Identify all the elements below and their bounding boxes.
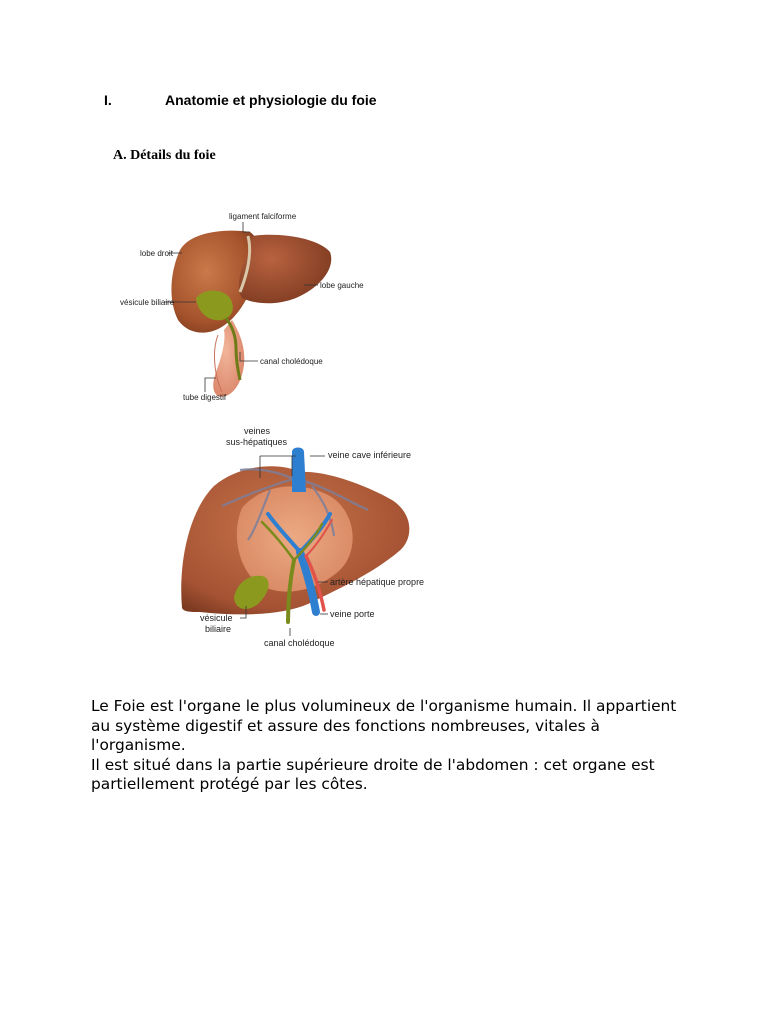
page-title: Anatomie et physiologie du foie — [165, 92, 377, 108]
paragraph-line: Le Foie est l'organe le plus volumineux de l'organisme humain. Il appartient — [91, 697, 677, 715]
paragraph-line: Il est situé dans la partie supérieure droite de l'abdomen : cet organe est — [91, 755, 655, 774]
body-paragraph — [91, 697, 691, 795]
label-canal-choledoque-2: canal cholédoque — [264, 638, 335, 648]
label-veine-porte: veine porte — [330, 609, 375, 619]
label-tube-digestif: tube digestif — [183, 393, 227, 402]
label-lobe-droit: lobe droit — [140, 249, 173, 258]
label-artere: artère hépatique propre — [330, 577, 425, 587]
section-subheading: A. Détails du foie — [113, 148, 216, 163]
label-veine-cave: veine cave inférieure — [328, 450, 412, 460]
label-canal-choledoque: canal cholédoque — [260, 357, 323, 366]
veine-cave-shape — [292, 448, 306, 493]
label-ligament-falciforme: ligament falciforme — [229, 212, 297, 221]
paragraph-line: l'organisme. — [91, 736, 186, 754]
label-vesicule-2: biliaire — [205, 624, 232, 634]
label-veines-2: sus-hépatiques — [226, 437, 288, 447]
label-vesicule-biliaire: vésicule biliaire — [120, 298, 175, 307]
paragraph-line: partiellement protégé par les côtes. — [91, 775, 368, 793]
label-veines-1: veines — [244, 426, 271, 436]
heading-number: I. — [104, 92, 112, 108]
paragraph-line: au système digestif et assure des fonctions nombreuses, vitales à — [91, 716, 600, 735]
label-vesicule-1: vésicule — [200, 613, 233, 623]
label-lobe-gauche: lobe gauche — [320, 281, 364, 290]
